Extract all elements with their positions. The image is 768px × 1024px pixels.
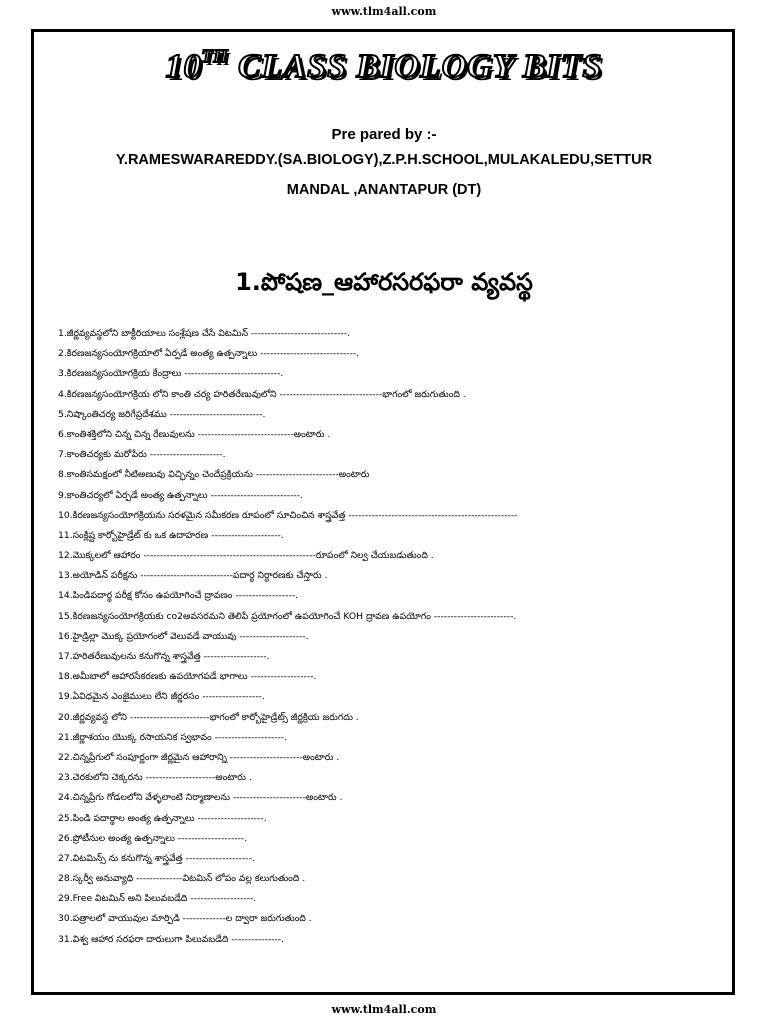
title-superscript: TH (201, 46, 229, 66)
question-item: 1.జీర్ణవ్యవస్థలోని బాక్టీరియాలు సంశ్లేషణ చేసే విటమిన్ -----------------------------. (58, 328, 351, 339)
question-item: 2.కిరణజన్యసంయోగక్రియాలో ఏర్పడే అంత్య ఉత్పన్నాలు -----------------------------. (58, 348, 360, 360)
question-item: 28.స్కర్వీ అనువ్యాధి --------------విటమిన్ లోపం వల్ల కలుగుతుంది . (58, 873, 306, 885)
question-item: 7.కాంతిచర్యకు మరోపేరు ----------------------. (58, 449, 226, 461)
site-url-top[interactable]: www.tlm4all.com (331, 5, 437, 18)
question-item: 3.కిరణజన్యసంయోగక్రియ కేంద్రాలు -----------------------------. (58, 368, 284, 380)
question-item: 6.కాంతిశక్తిలోని చిన్న చిన్న రేణువులను -----------------------------అంటారు . (58, 428, 331, 440)
page-title (0, 48, 768, 86)
question-item: 22.చిన్నప్రేగులో సంపూర్ణంగా జీర్ణమైన ఆహారాన్ని ----------------------అంటారు . (58, 751, 340, 763)
question-item: 11.సంక్లిష్ట కార్బోహైడ్రేట్ కు ఒక ఉదాహరణ ---------------------. (58, 529, 284, 541)
question-item: 30.పత్రాలలో వాయువుల మార్పిడి -------------ల ద్వారా జరుగుతుంది . (58, 913, 312, 925)
question-list (58, 324, 718, 950)
chapter-heading: 1.పోషణ_ఆహారసరఫరా వ్యవస్థ (235, 268, 533, 296)
question-item: 27.విటమిన్స్ ను కనుగొన్న శాస్త్రవేత్త --------------------. (58, 852, 255, 864)
prepared-by-label: Pre pared by :- (331, 126, 437, 143)
title-number: 10 (165, 48, 202, 85)
question-item: 15.కిరణజన్యసంయోగక్రియకు co2అవసరమని తెలిపే ప్రయోగంలో ఉపయోగించే KOH ద్రావణ ఉపయోగం ------------------------. (58, 610, 517, 622)
question-item: 8.కాంతిసమక్షంలో నీటిఅణువు విచ్ఛిన్నం చెందేప్రక్రియను -------------------------అంటారు (58, 469, 370, 481)
question-item: 24.చిన్నప్రేగు గోడలలోని వేళ్ళలాంటి నిర్మాణాలను ----------------------అంటారు . (58, 792, 343, 804)
question-item: 4.కిరణజన్యసంయోగక్రియ లోని కాంతి చర్య హరితరేణువులోని -------------------------------భాగంలో జరుగుతుంది . (58, 388, 466, 400)
question-item: 26.ప్రోటీనుల అంత్య ఉత్పన్నాలు --------------------. (58, 832, 248, 844)
question-item: 31.విశ్వ ఆహార సరఫరా దారులుగా పిలువబడేది ---------------. (58, 933, 285, 945)
question-item: 9.కాంతిచర్యలో ఏర్పడే అంత్య ఉత్పన్నాలు ---------------------------. (58, 489, 303, 501)
question-item: 19.ఏవిధమైన ఎంజైములు లేని జీర్ణరసం ------------------. (58, 691, 265, 703)
question-item: 5.నిష్కాంతిచర్య జరిగేప్రదేశము ----------------------------. (58, 408, 266, 420)
question-item: 17.హరితరేణువులను కనుగొన్న శాస్త్రవేత్త -------------------. (58, 651, 270, 662)
author-line-2: MANDAL ,ANANTAPUR (DT) (286, 182, 482, 198)
question-item: 14.పిండిపదార్థ పరీక్ష కోసం ఉపయోగించే ద్రావణం ------------------. (58, 590, 298, 602)
question-item: 10.కిరణజన్యసంయోగక్రియను సరళమైన సమీకరణ రూపంలో సూచించిన శాస్త్రవేత్త --------------------------------------------------- (58, 509, 518, 521)
question-item: 20.జీర్ణవ్యవస్థ లోని ------------------------భాగంలో కార్బోహైడ్రేట్స్ జీర్ణక్రియ జరుగదు . (58, 711, 359, 723)
question-item: 12.మొక్కలలో ఆహారం ----------------------------------------------------రూపంలో నిల్వ చేయబడుతుంది . (58, 550, 434, 562)
question-item: 25.పిండి పదార్థాల అంత్య ఉత్పన్నాలు --------------------. (58, 812, 267, 824)
question-item: 29.Free విటమిన్ అని పిలువబడేది -------------------. (58, 893, 257, 905)
question-item: 21.జీర్ణాశయం యొక్క రసాయనిక స్వభావం ---------------------. (58, 731, 288, 743)
question-item: 16.హైడ్రిల్లా మొక్క ప్రయోగంలో వెలువడే వాయువు --------------------. (58, 630, 309, 642)
question-item: 18.అమీబాలో ఆహారసేకరణకు ఉపయోగపడే భాగాలు -------------------. (58, 671, 317, 683)
site-url-bottom[interactable]: www.tlm4all.com (331, 1003, 437, 1016)
title-text: CLASS BIOLOGY BITS (228, 48, 603, 85)
question-item: 23.చెరకులోని చెక్కరను ---------------------అంటారు . (58, 772, 252, 784)
question-item: 13.అయోడిన్ పరీక్షను ----------------------------పదార్థ నిర్ధారణకు చేస్తారు . (58, 570, 328, 582)
author-line-1: Y.RAMESWARAREDDY.(SA.BIOLOGY),Z.P.H.SCHOOL,MULAKALEDU,SETTUR (115, 152, 653, 168)
